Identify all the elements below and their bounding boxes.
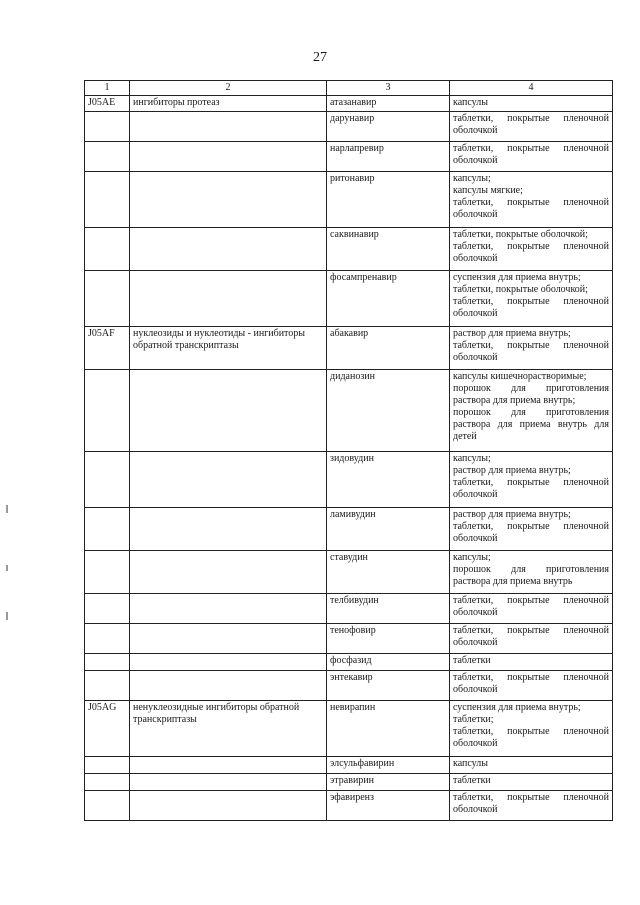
group-name-cell [130, 551, 327, 594]
atc-code-cell [85, 271, 130, 327]
atc-code-cell: J05AG [85, 701, 130, 757]
dosage-form-cell: суспензия для приема внутрь; таблетки; таблетки, покрытые пленочной оболочкой [450, 701, 613, 757]
table-body [85, 96, 613, 821]
atc-code-cell [85, 594, 130, 624]
margin-mark [6, 565, 8, 571]
dosage-form-cell: раствор для приема внутрь; таблетки, покрытые пленочной оболочкой [450, 327, 613, 370]
atc-code-cell [85, 624, 130, 654]
drug-name-cell: атазанавир [327, 96, 450, 112]
drug-name-cell: фосфазид [327, 654, 450, 671]
page-number: 27 [313, 50, 327, 65]
drug-table [84, 80, 613, 821]
dosage-form-cell: таблетки [450, 774, 613, 791]
atc-code-cell: J05AE [85, 96, 130, 112]
atc-code-cell [85, 551, 130, 594]
dosage-form-cell: таблетки [450, 654, 613, 671]
dosage-form-cell: капсулы; капсулы мягкие; таблетки, покрытые пленочной оболочкой [450, 172, 613, 228]
group-name-cell [130, 594, 327, 624]
drug-name-cell: телбивудин [327, 594, 450, 624]
table-row [85, 551, 613, 594]
table-header-row [85, 81, 613, 96]
dosage-form-cell: таблетки, покрытые пленочной оболочкой [450, 671, 613, 701]
table-row [85, 228, 613, 271]
drug-name-cell: невирапин [327, 701, 450, 757]
atc-code-cell [85, 228, 130, 271]
table-row [85, 757, 613, 774]
dosage-form-cell: раствор для приема внутрь; таблетки, покрытые пленочной оболочкой [450, 508, 613, 551]
atc-code-cell [85, 142, 130, 172]
drug-name-cell: тенофовир [327, 624, 450, 654]
group-name-cell [130, 172, 327, 228]
group-name-cell: нуклеозиды и нуклеотиды - ингибиторы обратной транскриптазы [130, 327, 327, 370]
drug-name-cell: ламивудин [327, 508, 450, 551]
atc-code-cell [85, 452, 130, 508]
group-name-cell: ненуклеозидные ингибиторы обратной транскриптазы [130, 701, 327, 757]
atc-code-cell: J05AF [85, 327, 130, 370]
table-row [85, 96, 613, 112]
drug-name-cell: фосампренавир [327, 271, 450, 327]
table-row [85, 327, 613, 370]
margin-mark [6, 505, 8, 513]
drug-name-cell: этравирин [327, 774, 450, 791]
table-row [85, 370, 613, 452]
dosage-form-cell: таблетки, покрытые пленочной оболочкой [450, 624, 613, 654]
group-name-cell: ингибиторы протеаз [130, 96, 327, 112]
group-name-cell [130, 452, 327, 508]
drug-name-cell: энтекавир [327, 671, 450, 701]
header-col-2: 2 [130, 81, 327, 96]
table-row [85, 172, 613, 228]
dosage-form-cell: капсулы [450, 757, 613, 774]
table-row [85, 624, 613, 654]
header-col-4: 4 [450, 81, 613, 96]
header-col-3: 3 [327, 81, 450, 96]
dosage-form-cell: таблетки, покрытые пленочной оболочкой [450, 791, 613, 821]
margin-mark [6, 612, 8, 620]
dosage-form-cell: капсулы кишечнорастворимые; порошок для приготовления раствора для приема внутрь; порошок для приготовления раствора для приема внутрь для детей [450, 370, 613, 452]
drug-name-cell: диданозин [327, 370, 450, 452]
atc-code-cell [85, 757, 130, 774]
table-row [85, 671, 613, 701]
group-name-cell [130, 791, 327, 821]
dosage-form-cell: таблетки, покрытые пленочной оболочкой [450, 594, 613, 624]
group-name-cell [130, 228, 327, 271]
atc-code-cell [85, 791, 130, 821]
drug-name-cell: ритонавир [327, 172, 450, 228]
dosage-form-cell: суспензия для приема внутрь; таблетки, покрытые оболочкой; таблетки, покрытые пленочной оболочкой [450, 271, 613, 327]
group-name-cell [130, 671, 327, 701]
drug-name-cell: эфавиренз [327, 791, 450, 821]
atc-code-cell [85, 654, 130, 671]
table-row [85, 142, 613, 172]
group-name-cell [130, 271, 327, 327]
header-col-1: 1 [85, 81, 130, 96]
atc-code-cell [85, 671, 130, 701]
dosage-form-cell: капсулы; раствор для приема внутрь; таблетки, покрытые пленочной оболочкой [450, 452, 613, 508]
group-name-cell [130, 112, 327, 142]
table-row [85, 594, 613, 624]
group-name-cell [130, 142, 327, 172]
drug-name-cell: зидовудин [327, 452, 450, 508]
drug-name-cell: элсульфавирин [327, 757, 450, 774]
table-row [85, 774, 613, 791]
drug-name-cell: нарлапревир [327, 142, 450, 172]
dosage-form-cell: капсулы; порошок для приготовления раствора для приема внутрь [450, 551, 613, 594]
drug-name-cell: саквинавир [327, 228, 450, 271]
drug-name-cell: дарунавир [327, 112, 450, 142]
dosage-form-cell: таблетки, покрытые пленочной оболочкой [450, 112, 613, 142]
group-name-cell [130, 508, 327, 551]
table-row [85, 791, 613, 821]
drug-name-cell: абакавир [327, 327, 450, 370]
atc-code-cell [85, 370, 130, 452]
dosage-form-cell: таблетки, покрытые пленочной оболочкой [450, 142, 613, 172]
table-row [85, 452, 613, 508]
atc-code-cell [85, 112, 130, 142]
drug-name-cell: ставудин [327, 551, 450, 594]
dosage-form-cell: капсулы [450, 96, 613, 112]
group-name-cell [130, 654, 327, 671]
atc-code-cell [85, 774, 130, 791]
table-row [85, 271, 613, 327]
group-name-cell [130, 370, 327, 452]
dosage-form-cell: таблетки, покрытые оболочкой; таблетки, покрытые пленочной оболочкой [450, 228, 613, 271]
group-name-cell [130, 757, 327, 774]
group-name-cell [130, 624, 327, 654]
table-row [85, 508, 613, 551]
table-row [85, 701, 613, 757]
table-row [85, 654, 613, 671]
group-name-cell [130, 774, 327, 791]
table-row [85, 112, 613, 142]
atc-code-cell [85, 172, 130, 228]
atc-code-cell [85, 508, 130, 551]
